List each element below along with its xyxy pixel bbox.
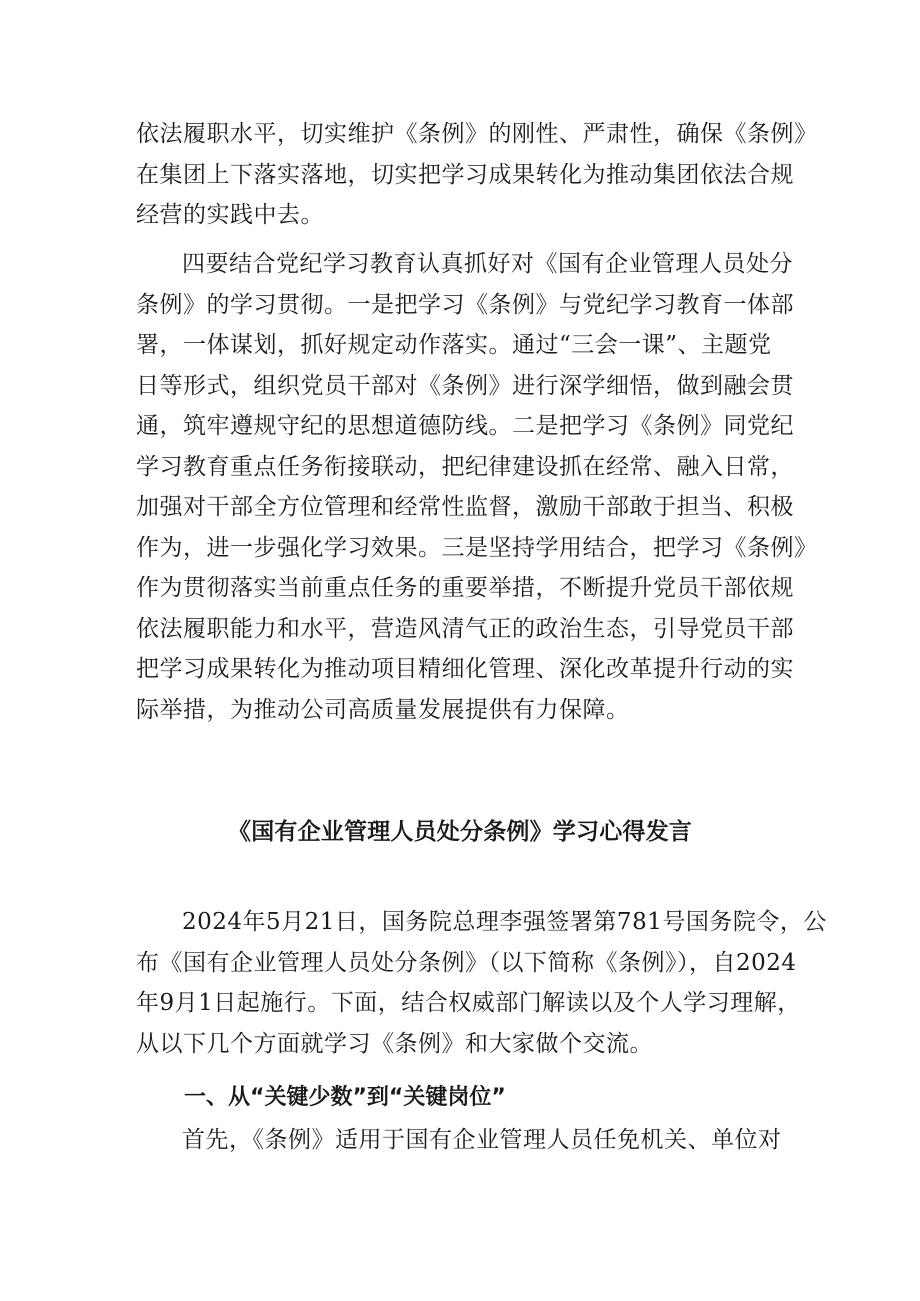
paragraph-line: 际举措，为推动公司高质量发展提供有力保障。 [136,696,630,723]
paragraph-line: 从以下几个方面就学习《条例》和大家做个交流。 [136,1030,653,1057]
paragraph-line: 署，一体谋划，抓好规定动作落实。通过“三会一课”、主题党 [136,332,772,358]
section-heading: 一、从“关键少数”到“关键岗位” [184,1085,506,1110]
paragraph-3 [136,902,827,1064]
paragraph-4 [136,1120,800,1161]
paragraph-line: 通，筑牢遵规守纪的思想道德防线。二是把学习《条例》同党纪 [136,413,794,439]
paragraph-line: 首先，《条例》适用于国有企业管理人员任免机关、单位对 [182,1127,782,1153]
paragraph-line: 2024年5月21日，国务院总理李强签署第781号国务院令，公 [182,909,827,935]
paragraph-line: 年9月1日起施行。下面，结合权威部门解读以及个人学习理解， [136,990,801,1016]
paragraph-line: 作为贯彻落实当前重点任务的重要举措，不断提升党员干部依规 [136,575,794,601]
paragraph-line: 加强对干部全方位管理和经常性监督，激励干部敢于担当、积极 [136,494,794,520]
paragraph-line: 依法履职水平，切实维护《条例》的刚性、严肃性，确保《条例》 [136,121,818,147]
paragraph-1 [136,114,818,236]
paragraph-line: 布《国有企业管理人员处分条例》（以下简称《条例》），自2024 [136,949,797,976]
document-title: 《国有企业管理人员处分条例》学习心得发言 [228,819,692,845]
paragraph-line: 日等形式，组织党员干部对《条例》进行深学细悟，做到融会贯 [136,372,794,399]
paragraph-line: 经营的实践中去。 [136,202,324,228]
paragraph-line: 条例》的学习贯彻。一是把学习《条例》与党纪学习教育一体部 [136,291,794,318]
paragraph-2 [136,244,818,730]
paragraph-line: 学习教育重点任务衔接联动，把纪律建设抓在经常、融入日常， [136,453,794,480]
paragraph-line: 依法履职能力和水平，营造风清气正的政治生态，引导党员干部 [136,615,794,642]
paragraph-line: 把学习成果转化为推动项目精细化管理、深化改革提升行动的实 [136,656,794,682]
paragraph-line: 四要结合党纪学习教育认真抓好对《国有企业管理人员处分 [182,251,793,277]
paragraph-line: 在集团上下落实落地，切实把学习成果转化为推动集团依法合规 [136,161,794,188]
paragraph-line: 作为，进一步强化学习效果。三是坚持学用结合，把学习《条例》 [136,534,818,561]
